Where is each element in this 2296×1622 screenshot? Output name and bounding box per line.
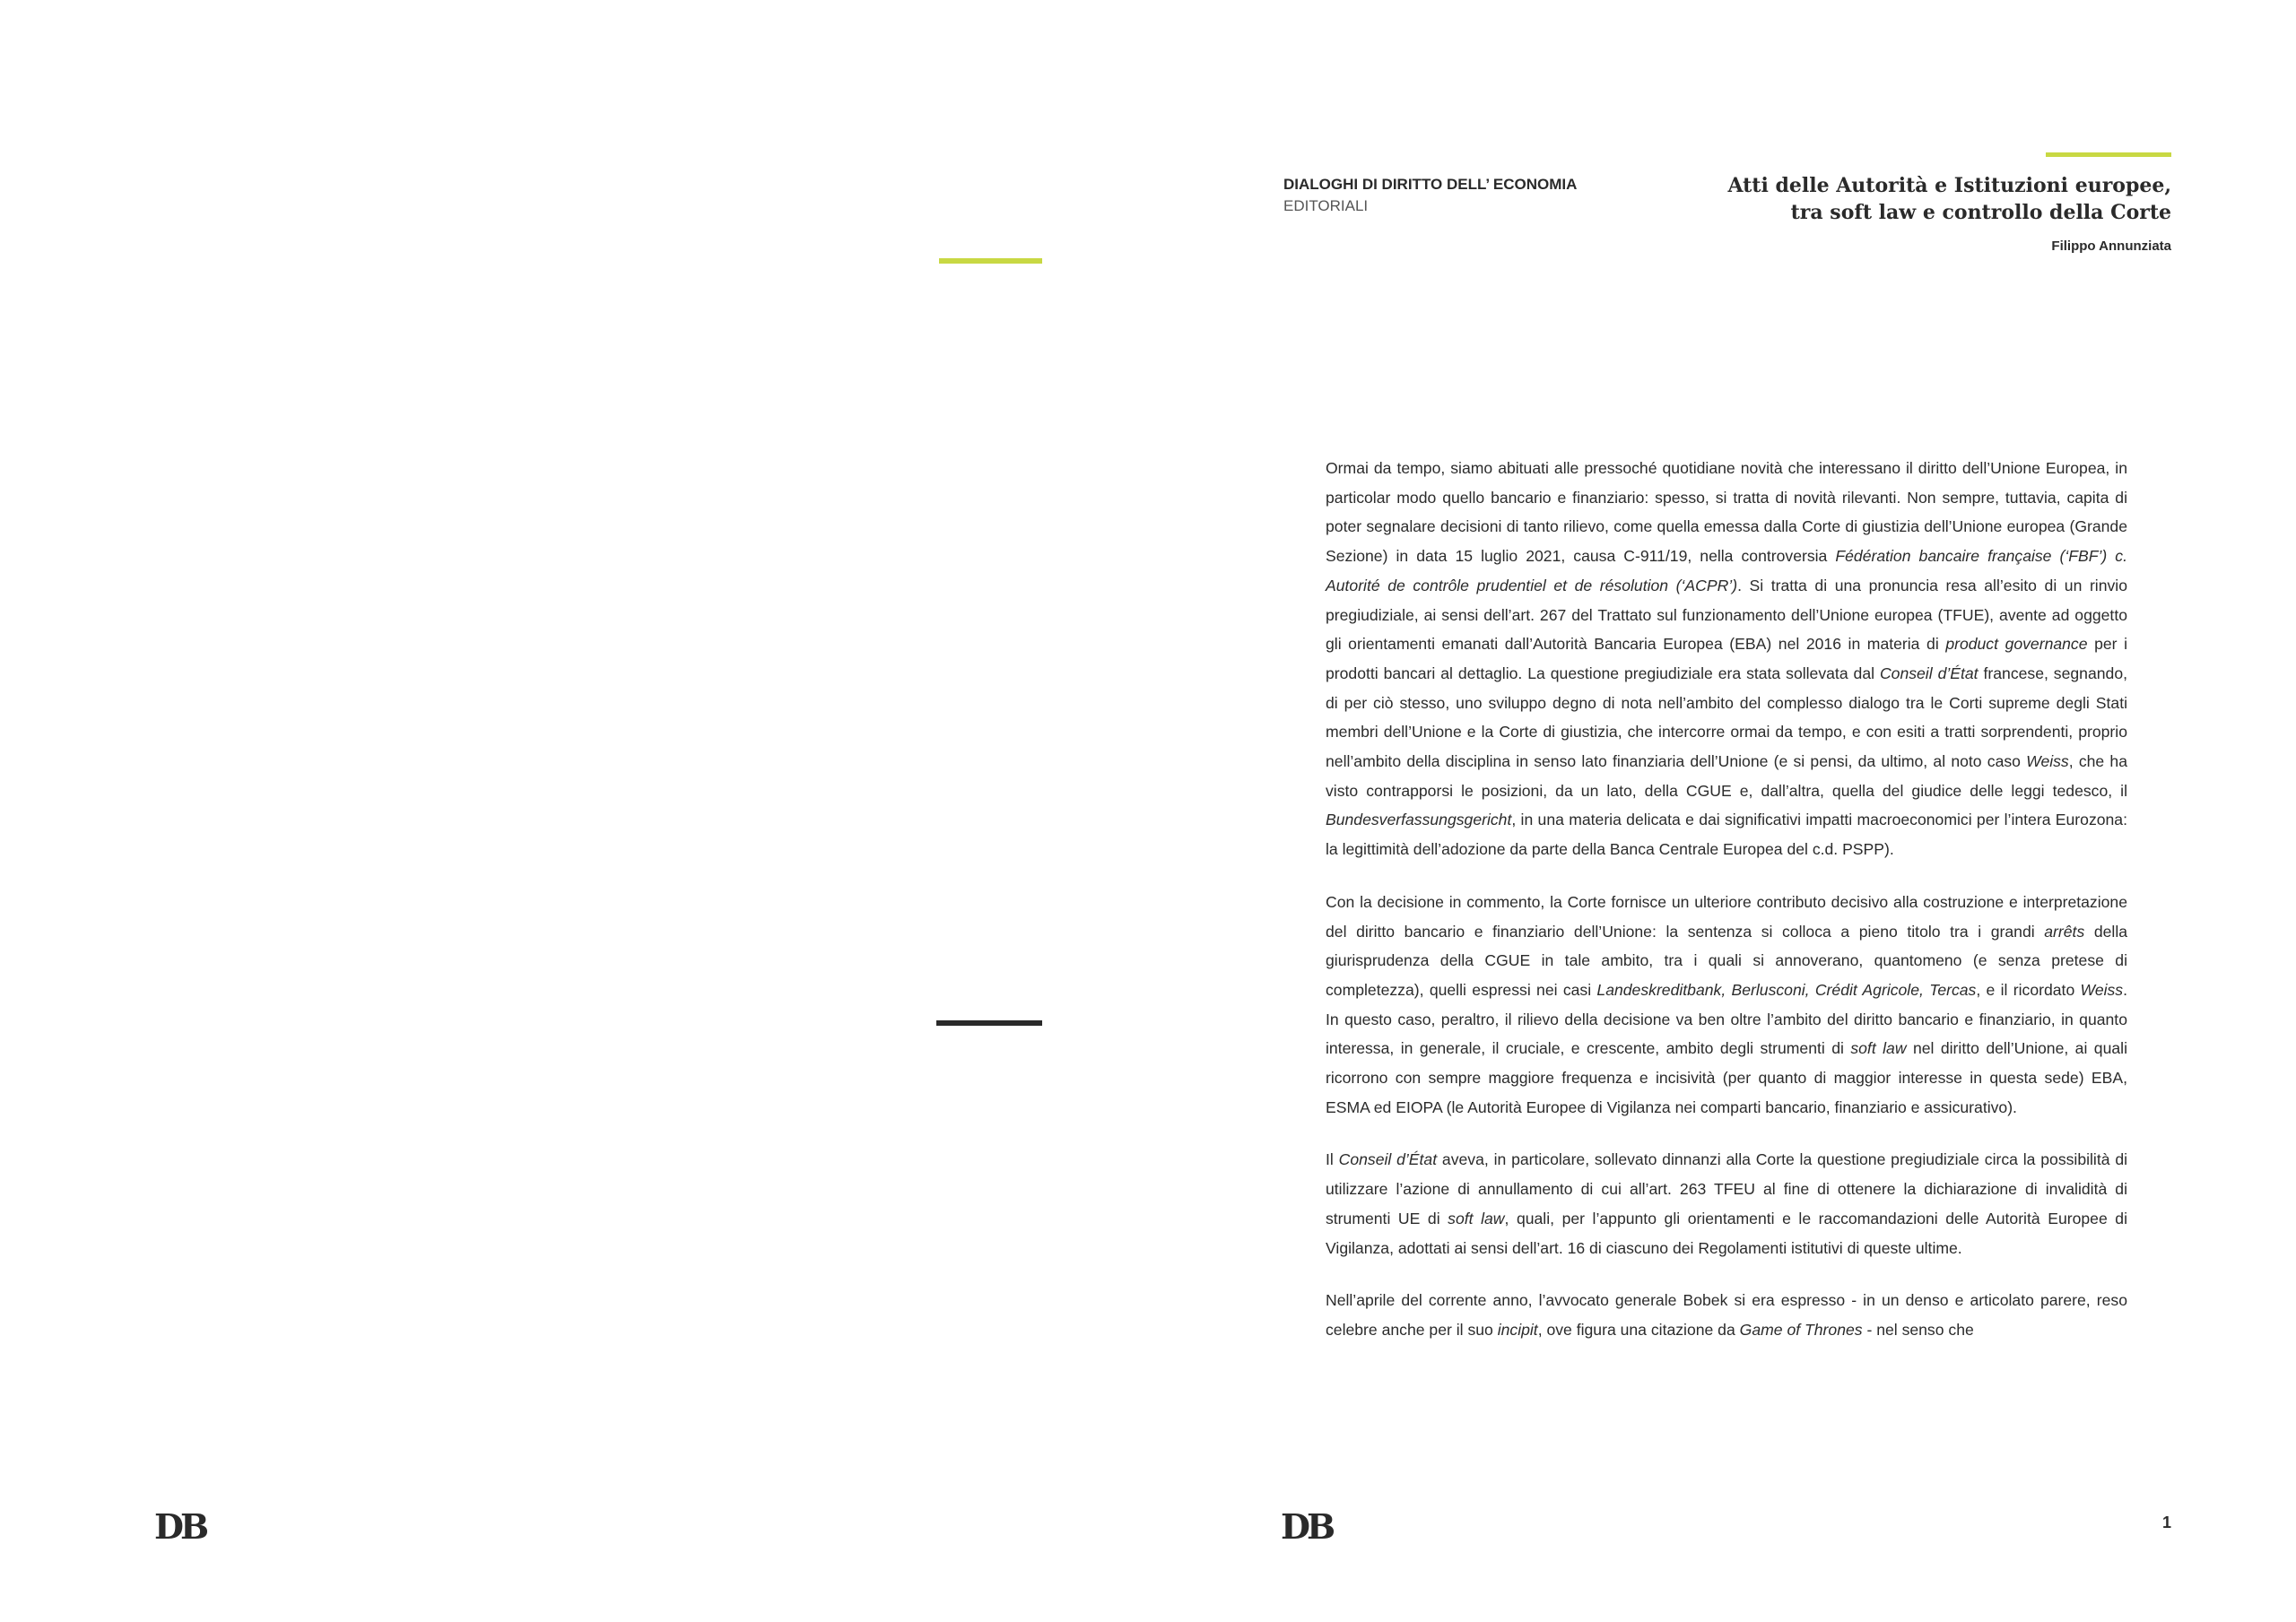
running-header-section: EDITORIALI <box>1283 197 1369 214</box>
italic-run: Landeskreditbank, Berlusconi, Crédit Agricole, Tercas <box>1596 980 1977 999</box>
text-run: , e il ricordato <box>1976 980 2081 999</box>
text-run: , quali, per l’appunto gli orientamenti e le raccomandazioni delle Autorità Europee di Vigilanza, adottati ai sensi dell’art. 16 di ciascuno dei Regolamenti istitutivi di queste ultime. <box>1326 1209 2127 1257</box>
italic-run: Bundesverfassungsgericht <box>1326 811 1512 829</box>
body-paragraph <box>1326 888 2127 1123</box>
text-run: per i prodotti bancari al dettaglio. La questione pregiudiziale era stata sollevata dal <box>1326 635 2127 682</box>
italic-run: arrêts <box>2044 922 2085 941</box>
text-run: Il <box>1326 1150 1339 1169</box>
italic-run: Game of Thrones <box>1739 1320 1863 1339</box>
text-run: nel diritto dell’Unione, ai quali ricorrono con sempre maggiore frequenza e incisività (per quanto di maggior interesse in questa sede) EBA, ESMA ed EIOPA (le Autorità Europee di Vigilanza nei comparti bancario, finanziario e assicurativo). <box>1326 1039 2127 1116</box>
body-paragraph <box>1326 1286 2127 1344</box>
text-run: - nel senso che <box>1862 1320 1974 1339</box>
text-run: Nell’aprile del corrente anno, l’avvocato generale Bobek si era espresso - in un denso e articolato parere, reso celebre anche per il suo <box>1326 1291 2127 1339</box>
italic-run: product governance <box>1945 635 2088 654</box>
text-run: . In questo caso, peraltro, il rilievo della decisione va ben oltre l’ambito del diritto bancario e finanziario, in quanto interessa, in generale, il cruciale, e crescente, ambito degli strumenti di <box>1326 980 2127 1058</box>
italic-run: Weiss <box>2026 752 2069 771</box>
italic-run: Conseil d’État <box>1338 1150 1438 1169</box>
running-header-journal: DIALOGHI DI DIRITTO DELL’ ECONOMIA <box>1283 176 1578 193</box>
running-header-title-line: Atti delle Autorità e Istituzioni europee, <box>1727 174 2171 197</box>
running-header-author: Filippo Annunziata <box>2051 239 2171 254</box>
text-run: Ormai da tempo, siamo abituati alle pressoché quotidiane novità che interessano il diritto dell’Unione Europea, in particolar modo quello bancario e finanziario: spesso, si tratta di novità rilevanti. Non sempre, tuttavia, capita di poter segnalare decisioni di tanto rilievo, come quella emessa dalla Corte di giustizia dell’Unione europea (Grande Sezione) in data 15 luglio 2021, causa C-911/19, nella controversia <box>1326 459 2127 566</box>
text-run: Con la decisione in commento, la Corte fornisce un ulteriore contributo decisivo alla costruzione e interpretazione del diritto bancario e finanziario dell’Unione: la sentenza si colloca a pieno titolo tra i grandi <box>1326 892 2127 941</box>
text-run: , in una materia delicata e dai significativi impatti macroeconomici per l’intera Eurozona: la legittimità dell’adozione da parte della Banca Centrale Europea del c.d. PSPP). <box>1326 811 2127 859</box>
italic-run: soft law <box>1850 1039 1907 1058</box>
author-divider <box>936 1020 1042 1026</box>
right-page <box>1148 0 2296 1622</box>
db-logo: DB <box>154 1506 206 1547</box>
text-run: della giurisprudenza della CGUE in tale ambito, tra i quali si annoverano, quantomeno (e senza pretese di completezza), quelli espressi nei casi <box>1326 922 2128 999</box>
text-run: francese, segnando, di per ciò stesso, uno sviluppo degno di nota nell’ambito del complesso dialogo tra le Corti supreme degli Stati membri dell’Unione e la Corte di giustizia, che intercorre ormai da tempo, e con esiti a tratti sorprendenti, proprio nell’ambito della disciplina in senso lato finanziaria dell’Unione (e si pensi, da ultimo, al noto caso <box>1326 664 2127 771</box>
article-body <box>1326 454 2127 1368</box>
text-run: , che ha visto contrapporsi le posizioni, da un lato, della CGUE e, dall’altra, quella del giudice delle leggi tedesco, il <box>1326 752 2127 800</box>
running-header-title-line: tra soft law e controllo della Corte <box>1790 201 2171 224</box>
page-number: 1 <box>2161 1514 2171 1531</box>
header-accent-rule <box>2046 152 2171 157</box>
italic-run: Fédération bancaire française (‘FBF’) c. Autorité de contrôle prudentiel et de résolution (‘ACPR’) <box>1326 547 2127 594</box>
journal-accent-rule <box>939 258 1042 264</box>
text-run: aveva, in particolare, sollevato dinnanzi alla Corte la questione pregiudiziale circa la possibilità di utilizzare l’azione di annullamento di cui all’art. 263 TFEU al fine di ottenere la dichiarazione di invalidità di strumenti UE di <box>1326 1150 2128 1227</box>
body-paragraph <box>1326 454 2127 864</box>
text-run: , ove figura una citazione da <box>1537 1320 1740 1339</box>
italic-run: Weiss <box>2080 980 2124 999</box>
db-logo: DB <box>1281 1506 1333 1547</box>
italic-run: Conseil d’État <box>1879 664 1979 682</box>
body-paragraph <box>1326 1145 2127 1262</box>
running-header-title <box>1633 172 2171 226</box>
text-run: . Si tratta di una pronuncia resa all’esito di un rinvio pregiudiziale, ai sensi dell’art. 267 del Trattato sul funzionamento dell’Unione europea (TFUE), avente ad oggetto gli orientamenti emanati dall’Autorità Bancaria Europea (EBA) nel 2016 in materia di <box>1326 576 2127 654</box>
italic-run: soft law <box>1448 1209 1505 1227</box>
italic-run: incipit <box>1497 1320 1538 1339</box>
